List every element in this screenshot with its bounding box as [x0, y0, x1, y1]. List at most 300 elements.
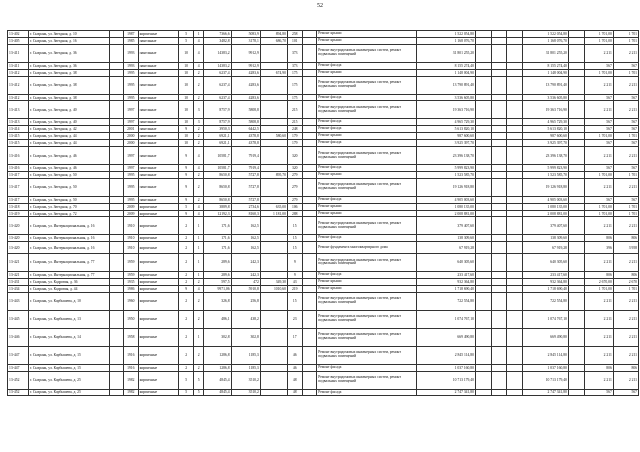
cell-m: 2 211	[613, 253, 638, 271]
cell-a3	[260, 371, 287, 389]
cell-c2: 1 148 004,90	[522, 69, 568, 76]
cell-c1: 1 037 160,80	[417, 364, 476, 371]
cell-id: 13-417	[8, 178, 29, 196]
cell-e: 2	[193, 133, 203, 140]
cell-c1: 5 613 820,10	[417, 126, 476, 133]
cell-y: 1986	[123, 285, 138, 292]
cell-empty	[110, 101, 124, 119]
cell-a1: 1286,8	[204, 346, 231, 364]
cell-f: 2	[179, 310, 194, 328]
cell-empty	[507, 371, 523, 389]
cell-a2: 162,5	[231, 242, 260, 254]
cell-work: Ремонт фасада	[317, 389, 417, 396]
cell-empty	[568, 271, 584, 278]
cell-c2: 4 965 729,30	[522, 119, 568, 126]
cell-mat: панельные	[138, 44, 179, 62]
cell-c2: 1 522 054,80	[522, 31, 568, 38]
cell-empty	[491, 271, 507, 278]
cell-c1: 1 718 690,40	[417, 285, 476, 292]
cell-m: 2 211	[613, 178, 638, 196]
cell-empty	[302, 94, 317, 101]
table-row	[8, 310, 639, 328]
cell-empty	[491, 389, 507, 396]
cell-empty	[491, 62, 507, 69]
cell-c2: 8 155 274,40	[522, 62, 568, 69]
cell-a1: 171,6	[204, 235, 231, 242]
cell-a2: 3510,2	[231, 371, 260, 389]
cell-empty	[110, 328, 124, 346]
cell-a2: 256,8	[231, 292, 260, 310]
cell-work: Ремонт внутридомовых инженерных систем, ремонт подвальных помещений	[317, 147, 417, 165]
cell-empty	[475, 171, 491, 178]
cell-d: 2 211	[584, 44, 613, 62]
cell-empty	[475, 292, 491, 310]
cell-y: 1997	[123, 101, 138, 119]
cell-empty	[507, 171, 523, 178]
cell-mat: кирпичные	[138, 31, 179, 38]
cell-n: 179	[287, 133, 302, 140]
cell-empty	[491, 101, 507, 119]
cell-a2: 162,5	[231, 235, 260, 242]
cell-empty	[475, 76, 491, 94]
cell-id: 13-411	[8, 62, 29, 69]
cell-a1: 289,6	[204, 253, 231, 271]
cell-a3	[260, 119, 287, 126]
cell-empty	[568, 165, 584, 172]
cell-a2: 4378,8	[231, 133, 260, 140]
cell-a3	[260, 253, 287, 271]
capital-repair-table	[7, 30, 639, 396]
table-row	[8, 69, 639, 76]
cell-n: 17	[287, 328, 302, 346]
cell-a3: 674,90	[260, 69, 287, 76]
cell-empty	[110, 310, 124, 328]
cell-mat: кирпичные	[138, 210, 179, 217]
cell-id: 13-446	[8, 328, 29, 346]
cell-work: Ремонт фасада	[317, 364, 417, 371]
cell-m: 2 211	[613, 371, 638, 389]
cell-m: 1 701	[613, 203, 638, 210]
cell-mat: кирпичные	[138, 292, 179, 310]
cell-empty	[507, 346, 523, 364]
cell-empty	[302, 278, 317, 285]
cell-e: 2	[193, 140, 203, 147]
cell-e: 2	[193, 171, 203, 178]
cell-f: 10	[179, 133, 194, 140]
cell-a2: 1185,3	[231, 364, 260, 371]
cell-c1: 1 148 004,90	[417, 69, 476, 76]
cell-work: Ремонт внутридомовых инженерных систем, ремонт подвальных помещений	[317, 292, 417, 310]
cell-empty	[475, 285, 491, 292]
cell-empty	[302, 346, 317, 364]
cell-addr: г. Сызрань, ул. Звездная, д. 38	[28, 69, 109, 76]
cell-c2: 987 600,60	[522, 133, 568, 140]
cell-c1: 10 713 179,40	[417, 371, 476, 389]
cell-empty	[507, 147, 523, 165]
cell-empty	[302, 271, 317, 278]
cell-a1: 6237,4	[204, 69, 231, 76]
cell-d: 2 211	[584, 217, 613, 235]
cell-empty	[110, 178, 124, 196]
cell-empty	[475, 62, 491, 69]
cell-empty	[475, 133, 491, 140]
cell-empty	[568, 69, 584, 76]
cell-m: 2 211	[613, 328, 638, 346]
cell-y: 1959	[123, 253, 138, 271]
cell-empty	[475, 253, 491, 271]
cell-y: 1997	[123, 147, 138, 165]
cell-a1: 14383,2	[204, 62, 231, 69]
cell-n: 106	[287, 203, 302, 210]
cell-n: 48	[287, 389, 302, 396]
cell-n: 101	[287, 37, 302, 44]
cell-empty	[568, 171, 584, 178]
cell-empty	[491, 210, 507, 217]
cell-id: 13-412	[8, 94, 29, 101]
table-row	[8, 235, 639, 242]
cell-a1: 9971,06	[204, 285, 231, 292]
cell-empty	[475, 140, 491, 147]
cell-y: 1995	[123, 196, 138, 203]
cell-empty	[491, 147, 507, 165]
cell-addr: г. Сызрань, ул. Карбышева, д. 25	[28, 371, 109, 389]
cell-empty	[507, 196, 523, 203]
cell-m: 1 701	[613, 285, 638, 292]
cell-n: 279	[287, 178, 302, 196]
cell-n: 279	[287, 196, 302, 203]
cell-e: 4	[193, 147, 203, 165]
cell-f: 9	[179, 178, 194, 196]
cell-d: 567	[584, 389, 613, 396]
cell-empty	[110, 217, 124, 235]
cell-id: 13-431	[8, 278, 29, 285]
cell-empty	[302, 44, 317, 62]
cell-a2: 5083,9	[231, 31, 260, 38]
cell-y: 2000	[123, 140, 138, 147]
cell-c1: 1 522 054,80	[417, 31, 476, 38]
cell-y: 1916	[123, 364, 138, 371]
cell-e: 5	[193, 371, 203, 389]
cell-d: 2 211	[584, 101, 613, 119]
cell-addr: г. Сызрань, ул. Карбышева, д. 13	[28, 310, 109, 328]
cell-empty	[507, 285, 523, 292]
cell-c2: 669 490,80	[522, 328, 568, 346]
cell-a2: 5727,8	[231, 171, 260, 178]
cell-empty	[507, 94, 523, 101]
cell-addr: г. Сызрань, ул. Звездная, д. 46	[28, 147, 109, 165]
cell-d: 1 701,00	[584, 31, 613, 38]
table-row	[8, 126, 639, 133]
cell-n: 46	[287, 346, 302, 364]
cell-empty	[491, 196, 507, 203]
cell-work: Ремонт фасада	[317, 196, 417, 203]
cell-a1: 3482,8	[204, 37, 231, 44]
cell-m: 567	[613, 62, 638, 69]
cell-empty	[302, 203, 317, 210]
table-row	[8, 292, 639, 310]
cell-work: Ремонт крыши	[317, 133, 417, 140]
cell-empty	[491, 203, 507, 210]
cell-a3	[260, 196, 287, 203]
cell-addr: г. Сызрань, ул. Звездная, д. 50	[28, 196, 109, 203]
cell-addr: г. Сызрань, ул. Звездная, д. 36	[28, 44, 109, 62]
cell-addr: г. Сызрань, ул. Звездная, д. 44	[28, 133, 109, 140]
cell-m: 567	[613, 389, 638, 396]
cell-empty	[475, 196, 491, 203]
cell-empty	[475, 389, 491, 396]
cell-a1: 8650,8	[204, 171, 231, 178]
cell-empty	[507, 292, 523, 310]
cell-empty	[507, 69, 523, 76]
table-row	[8, 364, 639, 371]
cell-m: 2 211	[613, 217, 638, 235]
cell-a3	[260, 147, 287, 165]
table-row	[8, 165, 639, 172]
cell-c2: 23 396 138,70	[522, 147, 568, 165]
cell-c1: 19 363 716,90	[417, 101, 476, 119]
cell-id: 13-452	[8, 371, 29, 389]
cell-empty	[568, 242, 584, 254]
cell-empty	[475, 147, 491, 165]
cell-mat: панельные	[138, 133, 179, 140]
cell-empty	[507, 389, 523, 396]
cell-empty	[475, 69, 491, 76]
cell-y: 1997	[123, 119, 138, 126]
cell-id: 13-412	[8, 76, 29, 94]
cell-m: 806	[613, 235, 638, 242]
cell-y: 1987	[123, 31, 138, 38]
cell-mat: панельные	[138, 171, 179, 178]
cell-y: 1910	[123, 217, 138, 235]
cell-empty	[507, 235, 523, 242]
cell-empty	[475, 235, 491, 242]
cell-c1: 67 919,28	[417, 242, 476, 254]
cell-d: 567	[584, 140, 613, 147]
cell-n: 215	[287, 101, 302, 119]
cell-empty	[568, 253, 584, 271]
cell-c1: 4 965 729,30	[417, 119, 476, 126]
cell-c1: 3 925 397,70	[417, 140, 476, 147]
cell-d: 2 211	[584, 76, 613, 94]
cell-empty	[491, 69, 507, 76]
cell-c2: 1 080 135,00	[522, 203, 568, 210]
cell-f: 2	[179, 292, 194, 310]
cell-addr: г. Сызрань, ул. Карбышева, д. 15	[28, 346, 109, 364]
cell-e: 1	[193, 328, 203, 346]
cell-id: 13-421	[8, 271, 29, 278]
cell-n: 175	[287, 69, 302, 76]
cell-d: 567	[584, 196, 613, 203]
cell-empty	[475, 310, 491, 328]
cell-mat: панельные	[138, 37, 179, 44]
cell-addr: г. Сызрань, ул. Звездная, д. 72	[28, 210, 109, 217]
cell-f: 2	[179, 364, 194, 371]
cell-empty	[302, 171, 317, 178]
cell-work: Ремонт внутридомовых инженерных систем, ремонт подвальных помещений	[317, 178, 417, 196]
cell-empty	[491, 126, 507, 133]
cell-a1: 6237,4	[204, 76, 231, 94]
cell-empty	[110, 371, 124, 389]
cell-mat: панельные	[138, 178, 179, 196]
cell-id: 13-402	[8, 31, 29, 38]
cell-m: 1 701	[613, 133, 638, 140]
cell-id: 13-421	[8, 253, 29, 271]
cell-addr: г. Сызрань, ул. Звездная, д. 44	[28, 140, 109, 147]
cell-c2: 5 613 820,10	[522, 126, 568, 133]
cell-mat: кирпичные	[138, 346, 179, 364]
cell-e: 1	[193, 253, 203, 271]
cell-c2: 1 074 767,10	[522, 310, 568, 328]
cell-d: 567	[584, 126, 613, 133]
cell-empty	[491, 217, 507, 235]
cell-e: 2	[193, 292, 203, 310]
cell-c2: 13 790 891,40	[522, 76, 568, 94]
cell-empty	[475, 371, 491, 389]
cell-mat: панельные	[138, 165, 179, 172]
cell-work: Ремонт крыши	[317, 285, 417, 292]
cell-id: 13-443	[8, 292, 29, 310]
cell-c2: 1 523 585,70	[522, 171, 568, 178]
cell-a1: 14383,2	[204, 44, 231, 62]
cell-c1: 2 845 114,80	[417, 346, 476, 364]
cell-y: 2000	[123, 133, 138, 140]
cell-a2: 3178,1	[231, 37, 260, 44]
cell-d: 396	[584, 242, 613, 254]
cell-empty	[302, 31, 317, 38]
cell-e: 5	[193, 389, 203, 396]
cell-empty	[491, 285, 507, 292]
cell-f: 9	[179, 285, 194, 292]
cell-d: 567	[584, 62, 613, 69]
cell-c2: 67 919,28	[522, 242, 568, 254]
cell-empty	[491, 242, 507, 254]
cell-a3: 1010,60	[260, 285, 287, 292]
cell-mat: панельные	[138, 101, 179, 119]
cell-f: 10	[179, 140, 194, 147]
cell-empty	[491, 278, 507, 285]
cell-addr: г. Сызрань, ул. Звездная, д. 70	[28, 203, 109, 210]
cell-c1: 1 080 135,00	[417, 203, 476, 210]
cell-id: 13-447	[8, 364, 29, 371]
cell-a2: 4283,6	[231, 69, 260, 76]
cell-empty	[302, 253, 317, 271]
cell-mat: кирпичные	[138, 235, 179, 242]
cell-m: 2 211	[613, 44, 638, 62]
cell-a1: 171,6	[204, 217, 231, 235]
cell-empty	[110, 140, 124, 147]
cell-addr: г. Сызрань, ул. Звездная, д. 10	[28, 31, 109, 38]
cell-empty	[568, 235, 584, 242]
cell-empty	[110, 389, 124, 396]
cell-y: 1985	[123, 37, 138, 44]
cell-mat: кирпичные	[138, 278, 179, 285]
cell-empty	[507, 364, 523, 371]
cell-empty	[110, 253, 124, 271]
cell-y: 1935	[123, 278, 138, 285]
cell-n: 15	[287, 235, 302, 242]
cell-e: 2	[193, 126, 203, 133]
cell-empty	[302, 37, 317, 44]
cell-empty	[110, 94, 124, 101]
cell-empty	[110, 31, 124, 38]
cell-empty	[568, 101, 584, 119]
cell-f: 2	[179, 271, 194, 278]
cell-c1: 2 008 881,00	[417, 210, 476, 217]
cell-mat: панельные	[138, 196, 179, 203]
cell-e: 2	[193, 94, 203, 101]
cell-e: 4	[193, 203, 203, 210]
cell-a2: 472	[231, 278, 260, 285]
cell-addr: г. Сызрань, ул. Интернациональная, д. 77	[28, 253, 109, 271]
cell-empty	[110, 119, 124, 126]
cell-work: Ремонт фундамента многоквартирного дома	[317, 242, 417, 254]
cell-addr: г. Сызрань, ул. Карбышева, д. 15	[28, 364, 109, 371]
cell-empty	[302, 292, 317, 310]
cell-empty	[568, 278, 584, 285]
cell-empty	[110, 285, 124, 292]
cell-f: 10	[179, 119, 194, 126]
cell-m: 2 670	[613, 278, 638, 285]
cell-empty	[491, 171, 507, 178]
cell-empty	[110, 210, 124, 217]
cell-m: 2 211	[613, 101, 638, 119]
cell-id: 13-416	[8, 147, 29, 165]
table-row	[8, 147, 639, 165]
cell-empty	[568, 292, 584, 310]
cell-d: 2 211	[584, 292, 613, 310]
cell-empty	[302, 242, 317, 254]
cell-empty	[507, 178, 523, 196]
cell-id: 13-412	[8, 69, 29, 76]
cell-d: 2 211	[584, 346, 613, 364]
cell-empty	[110, 62, 124, 69]
cell-a2: 162,5	[231, 217, 260, 235]
cell-n: 175	[287, 76, 302, 94]
cell-empty	[302, 62, 317, 69]
cell-f: 9	[179, 147, 194, 165]
cell-empty	[475, 242, 491, 254]
cell-work: Ремонт крыши	[317, 203, 417, 210]
cell-id: 13-411	[8, 44, 29, 62]
cell-empty	[110, 196, 124, 203]
cell-m: 1 701	[613, 69, 638, 76]
cell-c1: 669 490,80	[417, 328, 476, 346]
cell-a3	[260, 242, 287, 254]
cell-a3	[260, 310, 287, 328]
cell-a2: 5910,8	[231, 285, 260, 292]
cell-work: Ремонт фасада	[317, 62, 417, 69]
cell-empty	[475, 165, 491, 172]
table-row	[8, 178, 639, 196]
cell-mat: панельные	[138, 147, 179, 165]
table-row	[8, 346, 639, 364]
cell-d: 567	[584, 165, 613, 172]
cell-a3	[260, 271, 287, 278]
cell-work: Ремонт внутридомовых инженерных систем, ремонт подвальных помещений	[317, 253, 417, 271]
cell-empty	[302, 69, 317, 76]
cell-e: 1	[193, 271, 203, 278]
cell-e: 2	[193, 364, 203, 371]
cell-a1: 289,6	[204, 271, 231, 278]
cell-n: 48	[287, 371, 302, 389]
cell-m: 2 211	[613, 292, 638, 310]
cell-a2: 8160,3	[231, 210, 260, 217]
cell-empty	[507, 278, 523, 285]
cell-a1: 4845,4	[204, 371, 231, 389]
cell-y: 1995	[123, 76, 138, 94]
cell-a2: 242,3	[231, 271, 260, 278]
cell-e: 1	[193, 242, 203, 254]
